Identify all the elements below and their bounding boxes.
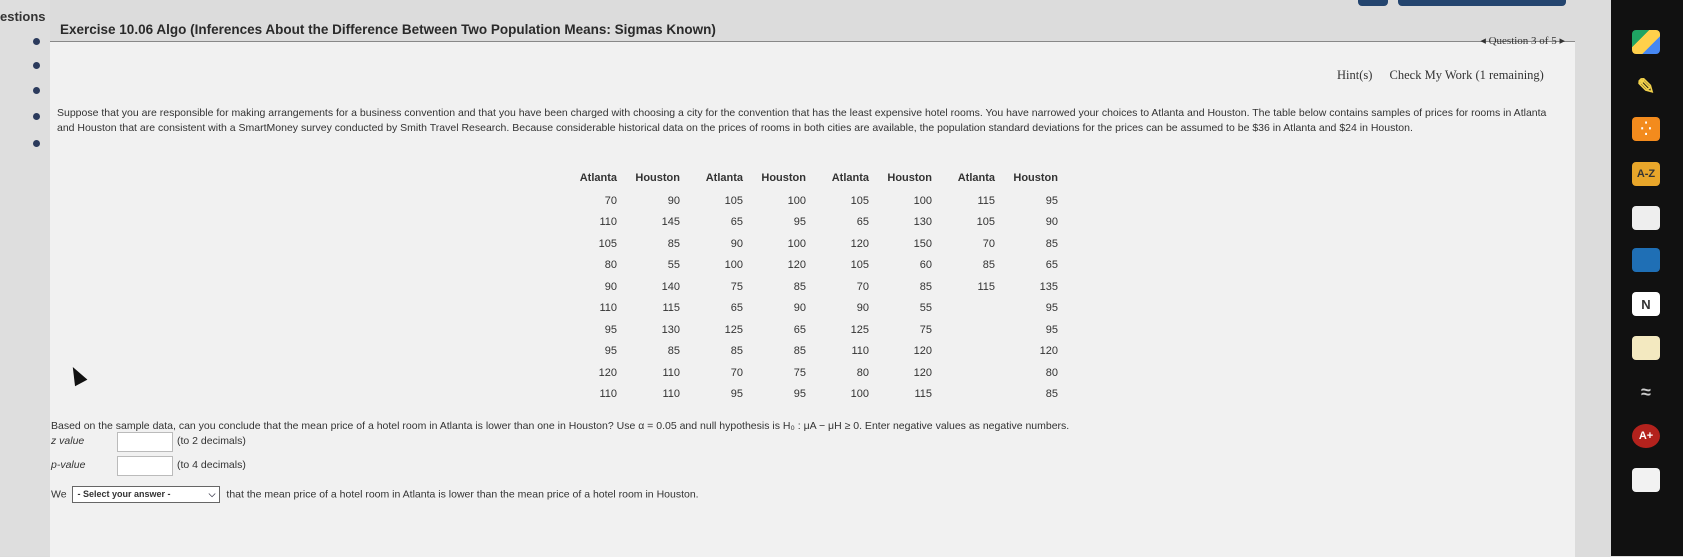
table-cell: 135: [1039, 280, 1058, 293]
notes-icon[interactable]: N: [1632, 292, 1660, 316]
p-value-precision: (to 4 decimals): [177, 459, 246, 471]
table-cell: 85: [793, 345, 806, 358]
table-cell: [932, 319, 995, 341]
table-cell: 125: [724, 323, 743, 336]
table-cell: 70: [730, 366, 743, 379]
table-cell: 110: [599, 388, 617, 401]
table-cell: 85: [982, 259, 995, 272]
table-cell: 125: [850, 323, 869, 336]
table-cell: 70: [856, 280, 869, 293]
table-cell: 90: [793, 302, 806, 315]
question-dot-2[interactable]: [33, 62, 40, 69]
column-header: Atlanta: [579, 172, 617, 184]
table-cell: 120: [598, 366, 617, 379]
stickies-icon[interactable]: [1632, 336, 1660, 360]
pencil-icon[interactable]: ✎: [1636, 74, 1656, 99]
table-cell: 90: [730, 237, 743, 250]
column-header: Atlanta: [831, 172, 869, 184]
problem-statement: Suppose that you are responsible for making arrangements for a business convention and that you have been charged with choosing a city for the convention that has the least expensive hotel rooms. You have narrowed your choices to Atlanta and Houston. The table below contains samples of prices for rooms in Atlanta and Houston that are consistent with a SmartMoney survey conducted by Smith Travel Research. Because considerable historical data on the prices of rooms in both cities are available, the population standard deviations for the prices can be assumed to be $36 in Atlanta and $24 in Houston.: [57, 107, 1547, 134]
table-cell: 145: [661, 216, 680, 229]
table-cell: 95: [1045, 302, 1058, 315]
question-dot-3[interactable]: [33, 87, 40, 94]
p-value-label: p-value: [51, 459, 86, 471]
table-cell: 90: [667, 194, 680, 207]
table-cell: 95: [793, 216, 806, 229]
table-row: [565, 190, 1058, 212]
table-cell: 75: [793, 366, 806, 379]
column-header: Houston: [761, 172, 806, 184]
table-row: [565, 362, 1058, 384]
table-cell: 85: [919, 280, 932, 293]
table-row: [565, 319, 1058, 341]
table-row: [565, 384, 1058, 406]
voice-memo-icon[interactable]: ≈: [1641, 381, 1651, 402]
table-cell: 85: [793, 280, 806, 293]
submit-assignment-button[interactable]: [1398, 0, 1566, 6]
table-cell: 85: [730, 345, 743, 358]
hint-bar: [1337, 68, 1558, 83]
table-cell: 70: [982, 237, 995, 250]
z-value-input[interactable]: [117, 432, 173, 452]
table-cell: 55: [919, 302, 932, 315]
table-cell: 105: [976, 216, 995, 229]
question-dot-5[interactable]: [33, 140, 40, 147]
table-cell: 120: [850, 237, 869, 250]
table-cell: 90: [1045, 216, 1058, 229]
question-navigator[interactable]: ◂ Question 3 of 5 ▸: [1480, 35, 1565, 47]
exercise-title: Exercise 10.06 Algo (Inferences About the Difference Between Two Population Means: Sigmas Known): [60, 22, 716, 37]
table-cell: 95: [604, 345, 617, 358]
save-button[interactable]: [1358, 0, 1388, 6]
table-cell: 90: [856, 302, 869, 315]
table-cell: 75: [919, 323, 932, 336]
column-header: Houston: [1013, 172, 1058, 184]
conclusion-row: [51, 486, 699, 503]
table-cell: 95: [793, 388, 806, 401]
app-dock: [1611, 0, 1683, 556]
preview-icon[interactable]: [1632, 468, 1660, 492]
question-dot-1[interactable]: [33, 38, 40, 45]
table-cell: 110: [599, 302, 617, 315]
table-cell: 75: [730, 280, 743, 293]
table-cell: [932, 384, 995, 406]
table-cell: 100: [850, 388, 869, 401]
table-cell: 105: [598, 237, 617, 250]
az-icon[interactable]: A-Z: [1632, 162, 1660, 186]
table-cell: 105: [850, 259, 869, 272]
table-cell: 65: [1045, 259, 1058, 272]
table-cell: 85: [667, 237, 680, 250]
conclusion-select-value: - Select your answer -: [77, 489, 171, 499]
table-cell: 120: [913, 366, 932, 379]
conclusion-select[interactable]: [72, 486, 220, 503]
table-cell: 95: [730, 388, 743, 401]
p-value-input[interactable]: [117, 456, 173, 476]
table-cell: 110: [599, 216, 617, 229]
aplus-icon[interactable]: A+: [1632, 424, 1660, 448]
rail-title: estions: [0, 9, 46, 24]
rss-icon[interactable]: ⁛: [1632, 117, 1660, 141]
table-cell: 65: [730, 216, 743, 229]
z-value-label: z value: [51, 435, 85, 447]
book-icon[interactable]: [1632, 248, 1660, 272]
table-cell: 55: [667, 259, 680, 272]
table-cell: 65: [856, 216, 869, 229]
table-cell: 150: [913, 237, 932, 250]
table-cell: 90: [604, 280, 617, 293]
hints-link[interactable]: Hint(s): [1337, 68, 1373, 82]
table-cell: 115: [977, 280, 995, 293]
table-cell: 140: [661, 280, 680, 293]
table-cell: 130: [661, 323, 680, 336]
table-cell: 95: [1045, 323, 1058, 336]
table-cell: [932, 298, 995, 320]
table-cell: 110: [662, 388, 680, 401]
table-row: [565, 341, 1058, 363]
table-cell: 120: [1039, 345, 1058, 358]
table-cell: 60: [919, 259, 932, 272]
table-row: [565, 233, 1058, 255]
chevron-down-icon: ⌵: [208, 489, 216, 499]
table-cell: 65: [793, 323, 806, 336]
table-cell: 100: [787, 237, 806, 250]
table-row: [565, 298, 1058, 320]
table-row: [565, 276, 1058, 298]
table-header: [565, 172, 1058, 190]
table-cell: 105: [850, 194, 869, 207]
table-cell: 85: [1045, 388, 1058, 401]
column-header: Atlanta: [957, 172, 995, 184]
table-cell: 95: [604, 323, 617, 336]
conclusion-suffix: that the mean price of a hotel room in Atlanta is lower than the mean price of a hotel room in Houston.: [226, 488, 699, 501]
table-cell: 100: [913, 194, 932, 207]
table-cell: 65: [730, 302, 743, 315]
table-cell: 110: [662, 366, 680, 379]
table-cell: [932, 341, 995, 363]
conclusion-prefix: We: [51, 488, 67, 501]
table-cell: 120: [787, 259, 806, 272]
check-my-work-link[interactable]: Check My Work (1 remaining): [1389, 68, 1544, 82]
hypothesis-question: Based on the sample data, can you conclude that the mean price of a hotel room in Atlanta is lower than one in Houston? Use α = 0.05 and null hypothesis is H₀ : μA − μH ≥ 0. Enter negative values as negative numbers.: [51, 420, 1070, 432]
price-table: [565, 172, 1058, 405]
table-cell: 100: [724, 259, 743, 272]
table-cell: 85: [667, 345, 680, 358]
table-cell: 100: [787, 194, 806, 207]
table-cell: 115: [977, 194, 995, 207]
table-row: [565, 255, 1058, 277]
app-icon[interactable]: [1632, 206, 1660, 230]
column-header: Houston: [635, 172, 680, 184]
table-cell: 70: [604, 194, 617, 207]
z-value-precision: (to 2 decimals): [177, 435, 246, 447]
table-cell: 105: [724, 194, 743, 207]
table-cell: [932, 362, 995, 384]
table-row: [565, 212, 1058, 234]
table-cell: 80: [1045, 366, 1058, 379]
table-cell: 80: [604, 259, 617, 272]
table-cell: 120: [913, 345, 932, 358]
question-rail: [0, 0, 50, 556]
table-cell: 95: [1045, 194, 1058, 207]
column-header: Atlanta: [705, 172, 743, 184]
table-cell: 110: [851, 345, 869, 358]
column-header: Houston: [887, 172, 932, 184]
table-cell: 85: [1045, 237, 1058, 250]
table-cell: 130: [913, 216, 932, 229]
google-drive-icon[interactable]: [1632, 30, 1660, 54]
table-body: [565, 190, 1058, 405]
table-cell: 80: [856, 366, 869, 379]
question-dot-4[interactable]: [33, 113, 40, 120]
table-cell: 115: [662, 302, 680, 315]
table-cell: 115: [914, 388, 932, 401]
